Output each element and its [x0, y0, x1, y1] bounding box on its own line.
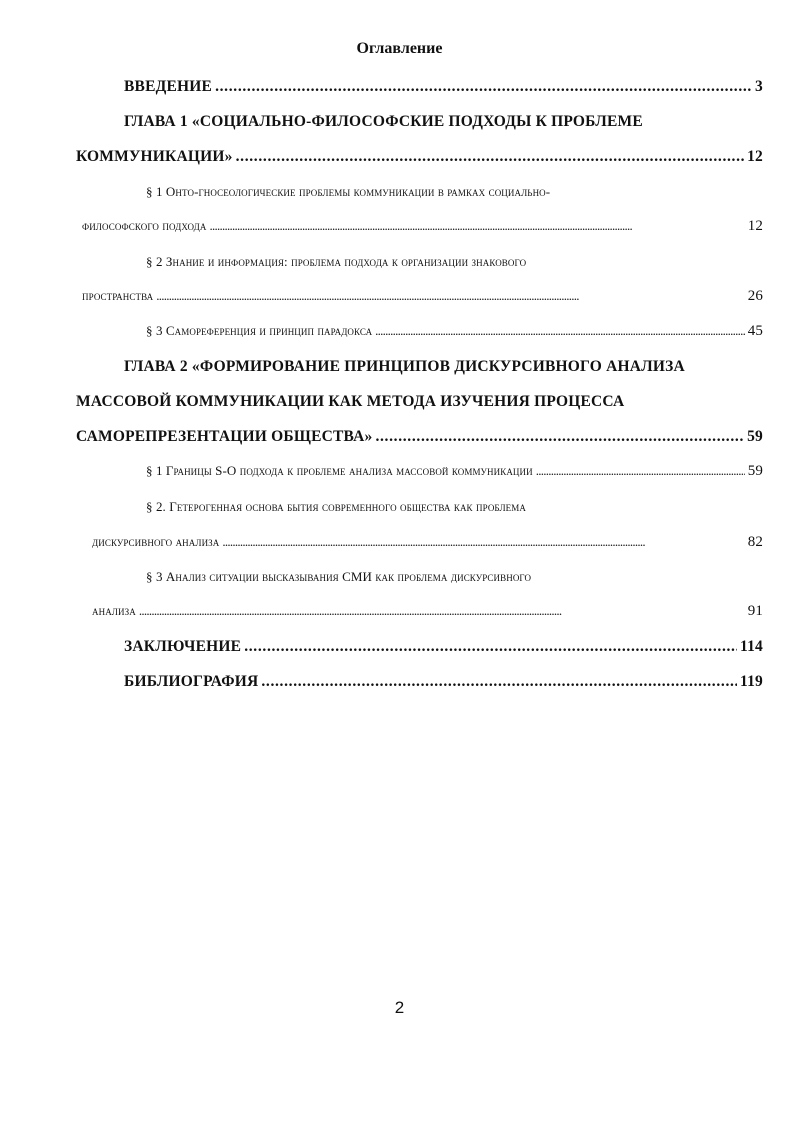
toc-entry-label: САМОРЕПРЕЗЕНТАЦИИ ОБЩЕСТВА» [76, 428, 373, 445]
toc-entry-label: § 3 Самореференция и принцип парадокса [146, 323, 373, 338]
dot-leader [215, 78, 752, 96]
toc-entry-label: БИБЛИОГРАФИЯ [124, 673, 259, 690]
dot-leader [244, 638, 737, 656]
toc-page-number: 119 [740, 673, 763, 690]
toc-page-number: 45 [747, 323, 763, 339]
dot-leader [156, 288, 745, 304]
toc-section-2-2-title[interactable]: § 2. Гетерогенная основа бытия современного общества как проблема [146, 499, 526, 514]
toc-page-number: 114 [740, 638, 763, 655]
toc-entry-section-2-3[interactable] [92, 603, 763, 620]
toc-entry-label: ВВЕДЕНИЕ [124, 78, 213, 95]
toc-section-1-2-title[interactable]: § 2 Знание и информация: проблема подхода к организации знакового [146, 254, 527, 269]
dot-leader [375, 428, 744, 446]
toc-page-number: 3 [755, 78, 763, 95]
toc-page-number: 91 [747, 603, 763, 619]
toc-entry-label: ЗАКЛЮЧЕНИЕ [124, 638, 242, 655]
toc-page-number: 59 [747, 428, 763, 445]
dot-leader [209, 218, 744, 234]
dot-leader [222, 534, 744, 550]
toc-entry-label: § 1 Границы S-O подхода к проблеме анализа массовой коммуникации [146, 463, 533, 478]
toc-chapter-2-title-line2[interactable]: МАССОВОЙ КОММУНИКАЦИИ КАК МЕТОДА ИЗУЧЕНИЯ ПРОЦЕССА [76, 393, 625, 410]
toc-chapter-2-title-line1[interactable]: ГЛАВА 2 «ФОРМИРОВАНИЕ ПРИНЦИПОВ ДИСКУРСИВНОГО АНАЛИЗА [124, 358, 685, 375]
toc-entry-chapter-2[interactable] [76, 428, 763, 446]
toc-page-number: 82 [747, 534, 763, 550]
toc-entry-conclusion[interactable] [124, 638, 763, 656]
toc-entry-label: КОММУНИКАЦИИ» [76, 148, 233, 165]
toc-page-number: 59 [747, 463, 763, 479]
toc-entry-intro[interactable] [124, 78, 763, 96]
dot-leader [375, 323, 745, 339]
toc-entry-section-1-2[interactable] [82, 288, 763, 305]
dot-leader [536, 463, 745, 479]
toc-heading: Оглавление [356, 40, 443, 57]
dot-leader [139, 603, 745, 619]
toc-entry-label: анализа [92, 603, 136, 618]
toc-entry-section-1-3[interactable] [146, 323, 763, 340]
toc-chapter-1-title[interactable]: ГЛАВА 1 «СОЦИАЛЬНО-ФИЛОСОФСКИЕ ПОДХОДЫ К ПРОБЛЕМЕ [124, 113, 643, 130]
toc-page-number: 12 [747, 148, 763, 165]
toc-section-2-3-title[interactable]: § 3 Анализ ситуации высказывания СМИ как проблема дискурсивного [146, 569, 532, 584]
toc-entry-chapter-1[interactable] [76, 148, 763, 166]
toc-section-1-1-title[interactable]: § 1 Онто-гносеологические проблемы коммуникации в рамках социально- [146, 184, 551, 199]
toc-page-number: 26 [747, 288, 763, 304]
toc-entry-section-2-2[interactable] [92, 534, 763, 551]
toc-entry-label: пространства [82, 288, 154, 303]
toc-entry-bibliography[interactable] [124, 673, 763, 691]
dot-leader [261, 673, 737, 691]
toc-entry-label: дискурсивного анализа [92, 534, 220, 549]
page-number: 2 [394, 998, 405, 1017]
dot-leader [236, 148, 744, 166]
toc-entry-section-1-1[interactable] [82, 218, 763, 235]
toc-page-number: 12 [747, 218, 763, 234]
toc-entry-label: философского подхода [82, 218, 207, 233]
toc-entry-section-2-1[interactable] [146, 463, 763, 480]
